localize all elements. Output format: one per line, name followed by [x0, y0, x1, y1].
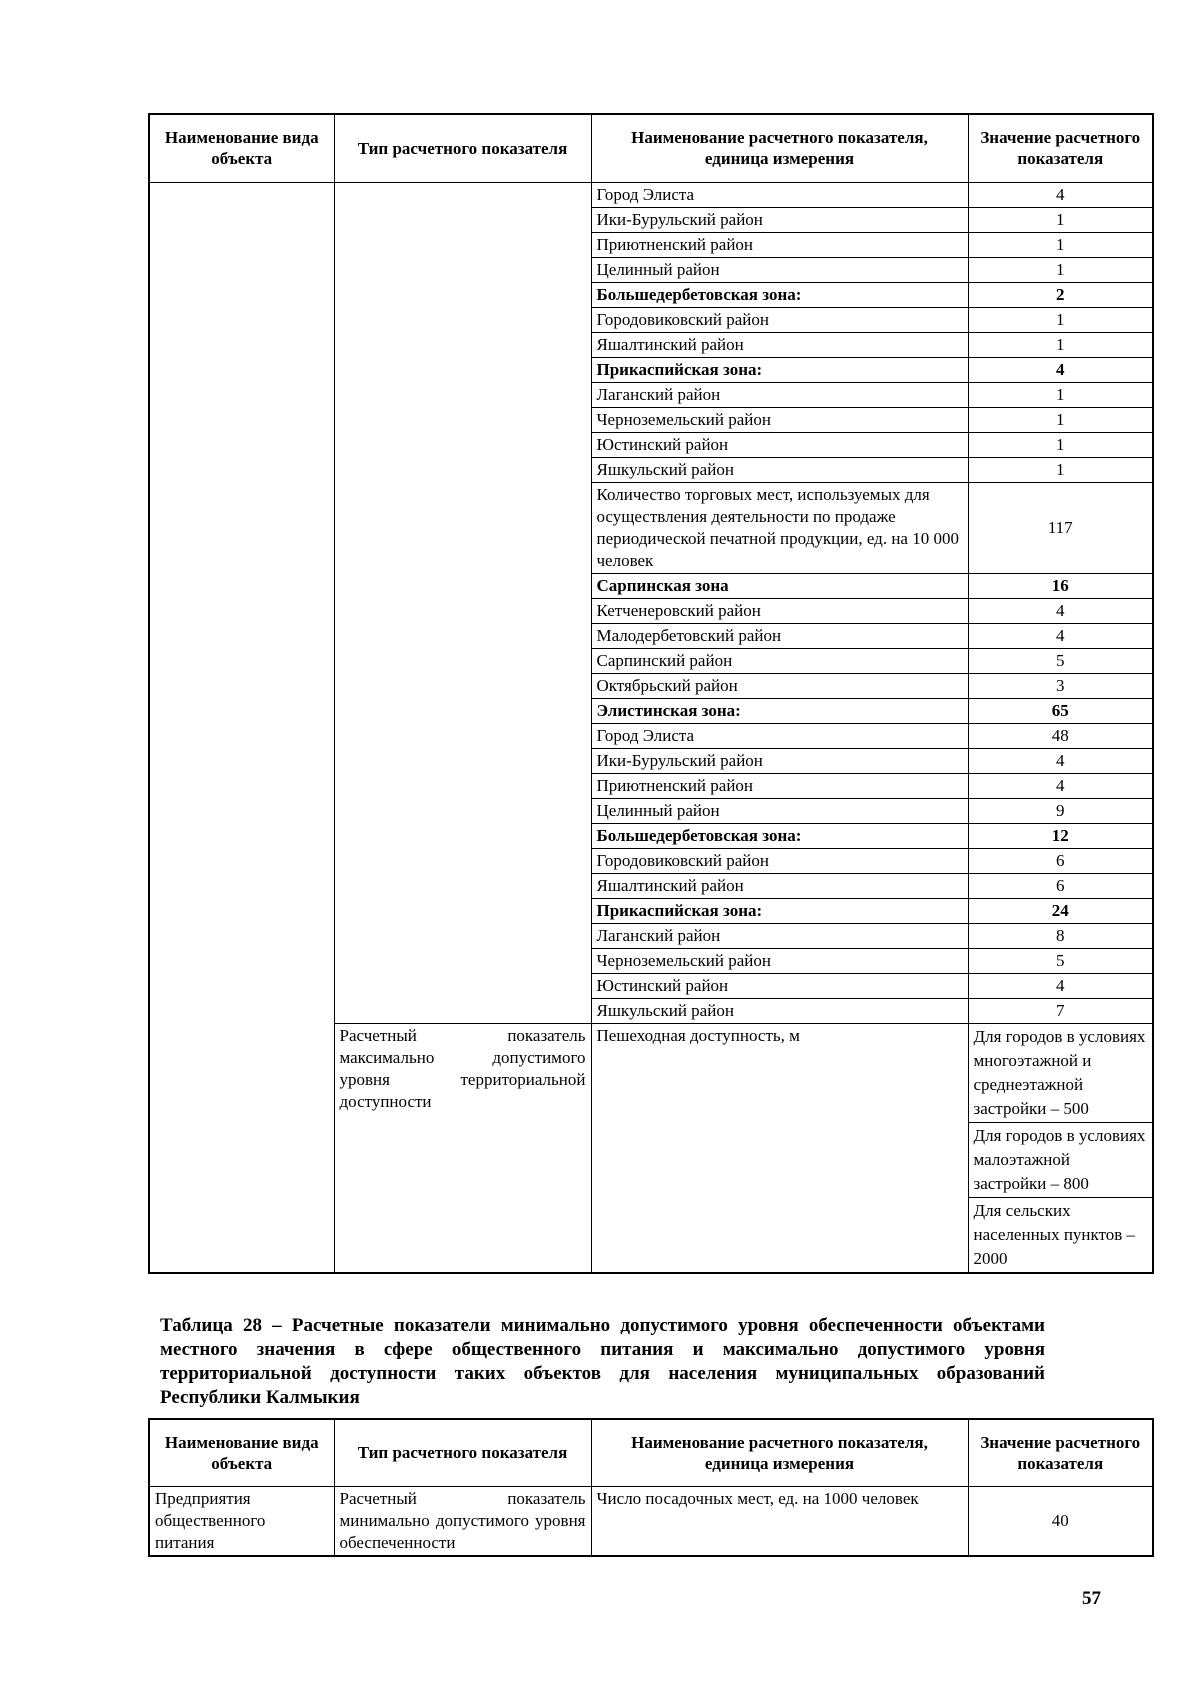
cell-indicator-value: 5 [968, 948, 1153, 973]
cell-indicator-value: 4 [968, 973, 1153, 998]
cell-indicator-value: 3 [968, 673, 1153, 698]
cell-indicator-name: Город Элиста [591, 723, 968, 748]
cell-indicator-value: 1 [968, 457, 1153, 482]
cell-indicator-name: Целинный район [591, 798, 968, 823]
header-object-name: Наименование вида объекта [149, 114, 334, 182]
cell-indicator-value: 4 [968, 773, 1153, 798]
table2-body [149, 1487, 1153, 1557]
cell-indicator-value: 6 [968, 848, 1153, 873]
cell-indicator-value: 1 [968, 232, 1153, 257]
cell-object-name-empty [149, 182, 334, 1273]
cell-indicator-name: Элистинская зона: [591, 698, 968, 723]
cell-indicator-name: Лаганский район [591, 923, 968, 948]
cell-indicator-name: Черноземельский район [591, 948, 968, 973]
cell-indicator-value: 2 [968, 282, 1153, 307]
cell-indicator-name: Прикаспийская зона: [591, 898, 968, 923]
cell-indicator-name: Городовиковский район [591, 848, 968, 873]
cell-indicator-value: 8 [968, 923, 1153, 948]
cell-indicator-name: Сарпинская зона [591, 573, 968, 598]
cell-indicator-name: Малодербетовский район [591, 623, 968, 648]
cell-indicator-value: 48 [968, 723, 1153, 748]
cell-indicator-name: Городовиковский район [591, 307, 968, 332]
cell-indicator-name: Количество торговых мест, используемых для осуществления деятельности по продаже периодической печатной продукции, ед. на 10 000 человек [591, 482, 968, 573]
indicators-table-continued [148, 113, 1154, 1274]
table-header-row [149, 114, 1153, 182]
cell-accessibility-value: Для сельских населенных пунктов – 2000 [968, 1197, 1153, 1273]
header-indicator-value: Значение расчетного показателя [968, 114, 1153, 182]
cell-indicator-value: 1 [968, 407, 1153, 432]
header-indicator-name: Наименование расчетного показателя, единица измерения [591, 114, 968, 182]
cell-indicator-value: 1 [968, 307, 1153, 332]
cell-indicator-value: 7 [968, 998, 1153, 1023]
cell-indicator-name: Город Элиста [591, 182, 968, 207]
header-indicator-type: Тип расчетного показателя [334, 1419, 591, 1487]
cell-indicator-value: 1 [968, 382, 1153, 407]
table-row [149, 1487, 1153, 1557]
cell-indicator-value: 16 [968, 573, 1153, 598]
cell-indicator-value: 4 [968, 598, 1153, 623]
cell-indicator-name: Кетченеровский район [591, 598, 968, 623]
table-header-row [149, 1419, 1153, 1487]
cell-indicator-name: Пешеходная доступность, м [591, 1023, 968, 1273]
page-number: 57 [1082, 1588, 1101, 1609]
cell-accessibility-value: Для городов в условиях многоэтажной и среднеэтажной застройки – 500 [968, 1023, 1153, 1122]
cell-accessibility-value: Для городов в условиях малоэтажной застройки – 800 [968, 1122, 1153, 1197]
cell-indicator-type: Расчетный показатель максимально допустимого уровня территориальной доступности [334, 1023, 591, 1273]
cell-indicator-value: 40 [968, 1487, 1153, 1557]
cell-indicator-name: Большедербетовская зона: [591, 823, 968, 848]
cell-indicator-value: 24 [968, 898, 1153, 923]
cell-indicator-name: Яшкульский район [591, 457, 968, 482]
cell-indicator-name: Число посадочных мест, ед. на 1000 человек [591, 1487, 968, 1557]
cell-indicator-value: 9 [968, 798, 1153, 823]
cell-indicator-value: 1 [968, 332, 1153, 357]
cell-indicator-name: Яшалтинский район [591, 332, 968, 357]
table-row [149, 182, 1153, 207]
cell-indicator-value: 6 [968, 873, 1153, 898]
cell-indicator-value: 1 [968, 207, 1153, 232]
cell-indicator-type: Расчетный показатель минимально допустимого уровня обеспеченности [334, 1487, 591, 1557]
header-indicator-type: Тип расчетного показателя [334, 114, 591, 182]
cell-indicator-name: Юстинский район [591, 432, 968, 457]
cell-indicator-name: Яшалтинский район [591, 873, 968, 898]
cell-indicator-name: Ики-Бурульский район [591, 748, 968, 773]
cell-indicator-value: 1 [968, 257, 1153, 282]
cell-indicator-name: Целинный район [591, 257, 968, 282]
cell-indicator-name: Прикаспийская зона: [591, 357, 968, 382]
cell-indicator-name: Ики-Бурульский район [591, 207, 968, 232]
header-object-name: Наименование вида объекта [149, 1419, 334, 1487]
header-indicator-value: Значение расчетного показателя [968, 1419, 1153, 1487]
cell-indicator-value: 4 [968, 182, 1153, 207]
cell-indicator-name: Приютненский район [591, 773, 968, 798]
cell-indicator-name: Большедербетовская зона: [591, 282, 968, 307]
cell-indicator-value: 12 [968, 823, 1153, 848]
cell-indicator-type-empty [334, 182, 591, 1023]
table-28 [148, 1418, 1154, 1558]
cell-object-name: Предприятия общественного питания [149, 1487, 334, 1557]
cell-indicator-name: Лаганский район [591, 382, 968, 407]
cell-indicator-value: 4 [968, 623, 1153, 648]
cell-indicator-name: Сарпинский район [591, 648, 968, 673]
header-indicator-name: Наименование расчетного показателя, единица измерения [591, 1419, 968, 1487]
cell-indicator-name: Яшкульский район [591, 998, 968, 1023]
cell-indicator-value: 4 [968, 748, 1153, 773]
cell-indicator-name: Приютненский район [591, 232, 968, 257]
cell-indicator-name: Юстинский район [591, 973, 968, 998]
cell-indicator-name: Черноземельский район [591, 407, 968, 432]
table1-body [149, 182, 1153, 1273]
cell-indicator-value: 65 [968, 698, 1153, 723]
cell-indicator-value: 117 [968, 482, 1153, 573]
cell-indicator-value: 4 [968, 357, 1153, 382]
cell-indicator-value: 1 [968, 432, 1153, 457]
table-28-caption: Таблица 28 – Расчетные показатели минимально допустимого уровня обеспеченности объектами местного значения в сфере общественного питания и максимально допустимого уровня территориальной доступности таких объектов для населения муниципальных образований Республики Калмыкия [160, 1314, 1045, 1408]
cell-indicator-name: Октябрьский район [591, 673, 968, 698]
cell-indicator-value: 5 [968, 648, 1153, 673]
